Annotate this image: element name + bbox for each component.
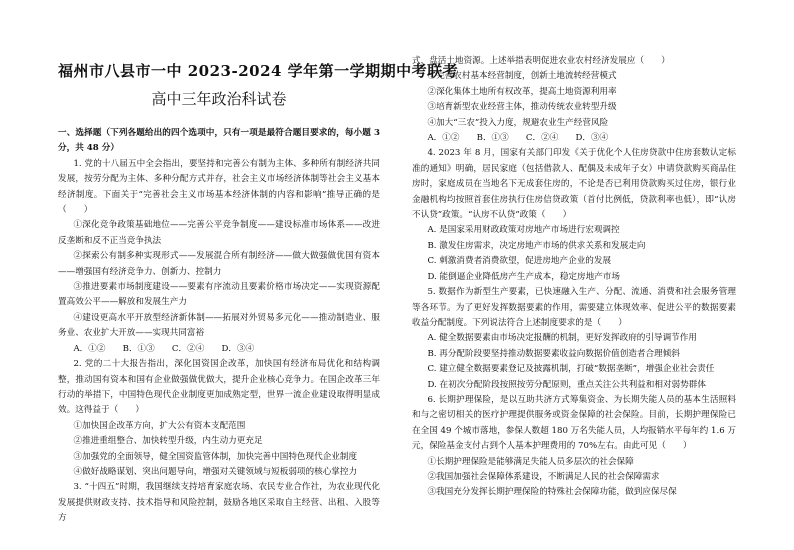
question-3-option-3: ③培育新型农业经营主体，推动传统农业转型升级 (427, 102, 617, 113)
question-4-option-c: C. 刺激消费者消费欲望，促进房地产企业的发展 (427, 256, 612, 267)
question-6-option-1: ①长期护理保险是能够满足失能人员多层次的社会保障 (427, 456, 634, 467)
question-4-option-b: B. 激发住房需求，决定房地产市场的供求关系和发展走向 (427, 240, 646, 251)
question-5-stem: 5. 数据作为新型生产要素，已快速融入生产、分配、流通、消费和社会服务管理等各环节。为了更好发挥数据要素的作用，需要建立体现效率、促进公平的数据要素收益分配制度。下列说法符合上述制度要求的是（ ） (412, 287, 736, 328)
left-column (58, 126, 380, 527)
question-6-option-2: ②我国加强社会保障体系建设，不断满足人民的社会保障需求 (427, 471, 660, 482)
question-3-continued: 式，盘活土地资源。上述举措表明促进农业农村经济发展应（ ） (412, 56, 670, 66)
question-2-option-2: ②推进重组整合、加快转型升级，内生动力更充足 (73, 436, 263, 447)
question-1-option-1: ①深化竞争政策基础地位——完善公平竞争制度——建设标准市场体系——改进反垄断和反不正当竞争执法 (58, 220, 380, 246)
right-column (412, 54, 736, 501)
question-6-option-3: ③我国充分发挥长期护理保险的特殊社会保障功能，做到应保尽保 (427, 487, 677, 498)
exam-title: 福州市八县市一中 2023-2024 学年第一学期期中考联考 (58, 62, 459, 80)
question-5-option-a: A. 健全数据要素由市场决定报酬的机制，更好发挥政府的引导调节作用 (427, 333, 697, 344)
question-1-option-2: ②探索公有制多种实现形式——发展混合所有制经济——做大做强做优国有资本——增强国有经济竞争力、创新力、控制力 (58, 251, 380, 277)
question-6-stem: 6. 长期护理保险，是以互助共济方式筹集资金、为长期失能人员的基本生活照料和与之密切相关的医疗护理提供服务或资金保障的社会保险。目前，长期护理保险已在全国 49 个城市落地，参保人数超 180 万名失能人员，人均报销水平每年约 1.6 万元，保险基金支付占到个人基本护理费用的 70%左右。由此可见（ ） (412, 394, 736, 452)
question-1-option-3: ③推进要素市场制度建设——要素有序流动且要素价格市场决定——实现资源配置高效公平——解放和发展生产力 (58, 282, 380, 308)
question-3-option-2: ②深化集体土地所有权改革，提高土地资源利用率 (427, 86, 617, 97)
question-2-option-4: ④做好战略谋划、突出问题导向，增强对关键领域与短板弱项的核心掌控力 (73, 466, 358, 477)
question-5-option-b: B. 再分配阶段要坚持推动数据要素收益向数据价值创造者合理倾斜 (427, 348, 680, 359)
question-1-stem: 1. 党的十八届五中全会指出，要坚持和完善公有制为主体、多种所有制经济共同发展，按劳分配为主体、多种分配方式并存，社会主义市场经济体制等社会主义基本经济制度。下面关于“完善社会主义市场基本经济体制的内容和影响”推导正确的是（ ） (58, 158, 380, 216)
question-2-option-1: ①加快国企改革方向，扩大公有资本支配范围 (73, 420, 246, 431)
question-4-option-a: A. 是国家采用财政政策对房地产市场进行宏观调控 (427, 225, 620, 236)
question-5-option-d: D. 在初次分配阶段按照按劳分配原则，重点关注公共利益和相对弱势群体 (427, 379, 706, 390)
question-2-stem: 2. 党的二十大报告指出，深化国资国企改革，加快国有经济布局优化和结构调整，推动国有资本和国有企业做强做优做大，提升企业核心竞争力。在国企改革三年行动的举措下，中国特色现代企业制度更加成熟定型，世界一流企业建设取得明显成效。这得益于（ ） (58, 359, 380, 416)
question-1-choices: A．①② B．①③ C．②④ D．③④ (73, 343, 255, 354)
question-5-option-c: C. 建立健全数据要素登记及披露机制，打破“数据垄断”，增强企业社会责任 (427, 364, 715, 375)
question-3-option-4: ④加大“三农”投入力度，规避农业生产经营风险 (427, 117, 609, 128)
question-4-stem: 4. 2023 年 8 月，国家有关部门印发《关于优化个人住房贷款中住房套数认定标准的通知》明确，居民家庭（包括借款人、配偶及未成年子女）申请贷款购买商品住房时，家庭成员在当地名下无成套住房的，不论是否已利用贷款购买过住房，银行业金融机构均按照首套住房执行住房信贷政策（首付比例低，贷款利率也低），即“认房不认贷”政策。“认房不认贷”政策（ ） (412, 148, 736, 221)
section-heading: 一、选择题（下列各题给出的四个选项中，只有一项是最符合题目要求的，每小题 3 分，共 48 分） (58, 128, 380, 154)
question-3-choices: A．①② B．①③ C．②④ D．③④ (427, 133, 609, 144)
question-2-option-3: ③加强党的全面领导，健全国资监管体制，加快完善中国特色现代企业制度 (73, 451, 358, 462)
exam-subtitle: 高中三年政治科试卷 (151, 90, 287, 108)
question-3-option-1: ①完善农村基本经营制度，创新土地流转经营模式 (427, 71, 617, 82)
question-1-option-4: ④建设更高水平开放型经济新体制——拓展对外贸易多元化——推动制造业、服务业、农业扩大开放——实现共同富裕 (58, 312, 380, 339)
question-3-stem: 3. “十四五”时期，我国继续支持培育家庭农场、农民专业合作社，为农业现代化发展提供财政支持、技术指导和风险控制，鼓励各地区采取自主经营、出租、入股等方 (58, 482, 380, 524)
question-4-option-d: D. 能倒逼企业降低房产生产成本，稳定房地产市场 (427, 271, 620, 282)
